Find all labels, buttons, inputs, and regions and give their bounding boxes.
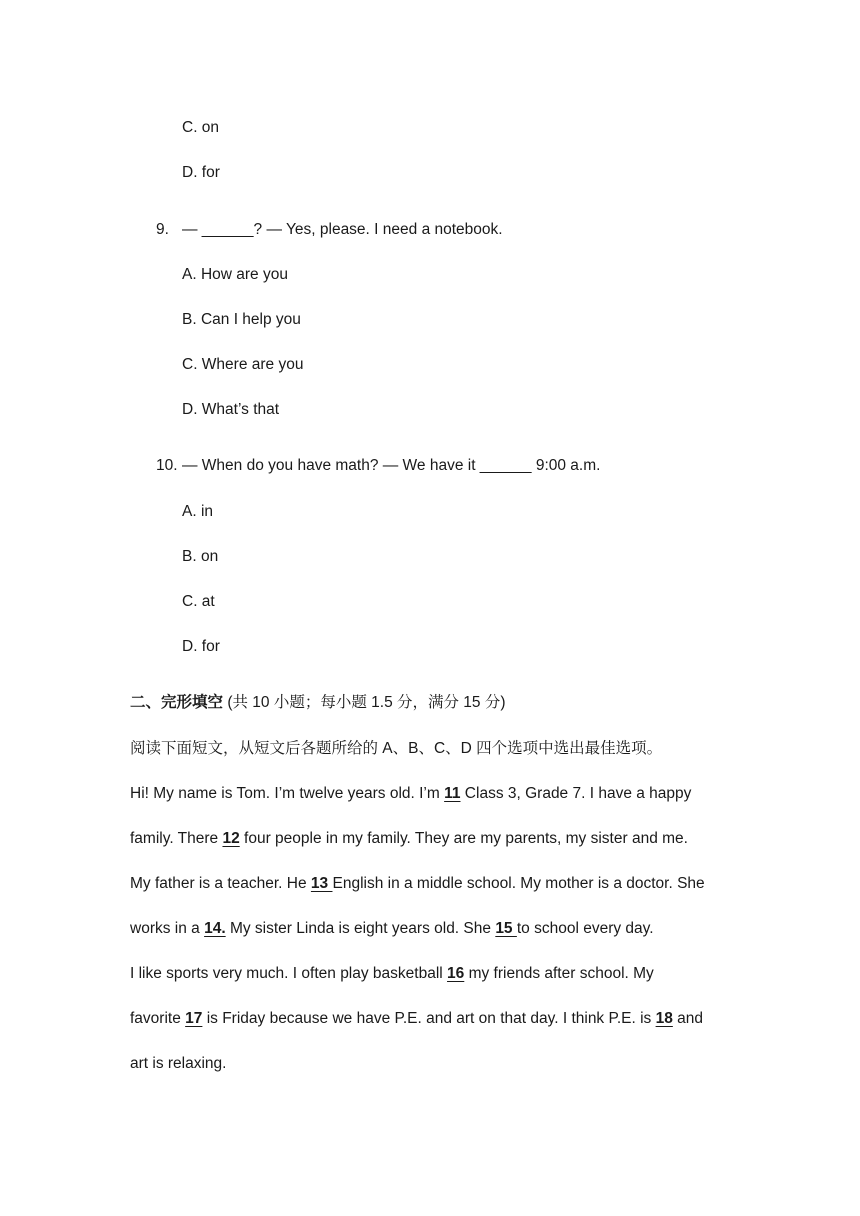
q10-number: 10. <box>156 457 178 474</box>
q10-option-b: B. on <box>182 548 219 565</box>
blank-14: 14. <box>204 920 226 937</box>
section-note: (共 10 小题；每小题 1.5 分，满分 15 分) <box>227 694 506 711</box>
blank-11: 11 <box>444 785 461 802</box>
text: My father is a teacher. He <box>130 875 311 892</box>
blank-16: 16 <box>447 965 465 982</box>
q9-option-b: B. Can I help you <box>182 311 301 328</box>
text: family. There <box>130 830 223 847</box>
section-instruction: 阅读下面短文，从短文后各题所给的 A、B、C、D 四个选项中选出最佳选项。 <box>130 740 663 757</box>
q9-number: 9. <box>156 221 169 238</box>
blank-13: 13 <box>310 875 333 892</box>
section-heading <box>130 693 506 713</box>
q10-option-a: A. in <box>182 503 214 520</box>
passage-line-7 <box>130 1054 226 1074</box>
section-title: 二、完形填空 <box>130 694 224 711</box>
text: My sister Linda is eight years old. She <box>225 920 496 937</box>
text: works in a <box>130 920 205 937</box>
passage-line-4 <box>130 919 654 939</box>
q10-option-c: C. at <box>182 593 215 610</box>
q10-option-d: D. for <box>182 638 220 655</box>
passage-line-5 <box>130 964 654 984</box>
blank-15: 15 <box>495 920 517 937</box>
q9-option-d: D. What’s that <box>182 401 280 418</box>
q10-stem: — When do you have math? — We have it ______ 9:00 a.m. <box>182 457 601 474</box>
q8-option-c: C. on <box>182 119 220 136</box>
blank-18: 18 <box>655 1010 673 1027</box>
text: my friends after school. My <box>464 965 654 982</box>
text: is Friday because we have P.E. and art on that day. I think P.E. is <box>202 1010 656 1027</box>
q8-option-d: D. for <box>182 164 220 181</box>
text: favorite <box>130 1010 186 1027</box>
text: four people in my family. They are my parents, my sister and me. <box>239 830 688 847</box>
q9-stem: — ______? — Yes, please. I need a notebook. <box>182 221 503 238</box>
text: I like sports very much. I often play basketball <box>130 965 448 982</box>
q9-option-c: C. Where are you <box>182 356 304 373</box>
passage-line-3 <box>130 874 705 894</box>
blank-17: 17 <box>185 1010 203 1027</box>
q9-option-a: A. How are you <box>182 266 288 283</box>
text: Class 3, Grade 7. I have a happy <box>460 785 692 802</box>
passage-line-1 <box>130 784 691 804</box>
passage-line-2 <box>130 829 688 849</box>
text: English in a middle school. My mother is a doctor. She <box>332 875 705 892</box>
blank-12: 12 <box>222 830 240 847</box>
text: and <box>672 1010 704 1027</box>
text: art is relaxing. <box>130 1055 227 1072</box>
passage-line-6 <box>130 1009 703 1029</box>
text: to school every day. <box>516 920 654 937</box>
text: Hi! My name is Tom. I’m twelve years old. I’m <box>130 785 445 802</box>
